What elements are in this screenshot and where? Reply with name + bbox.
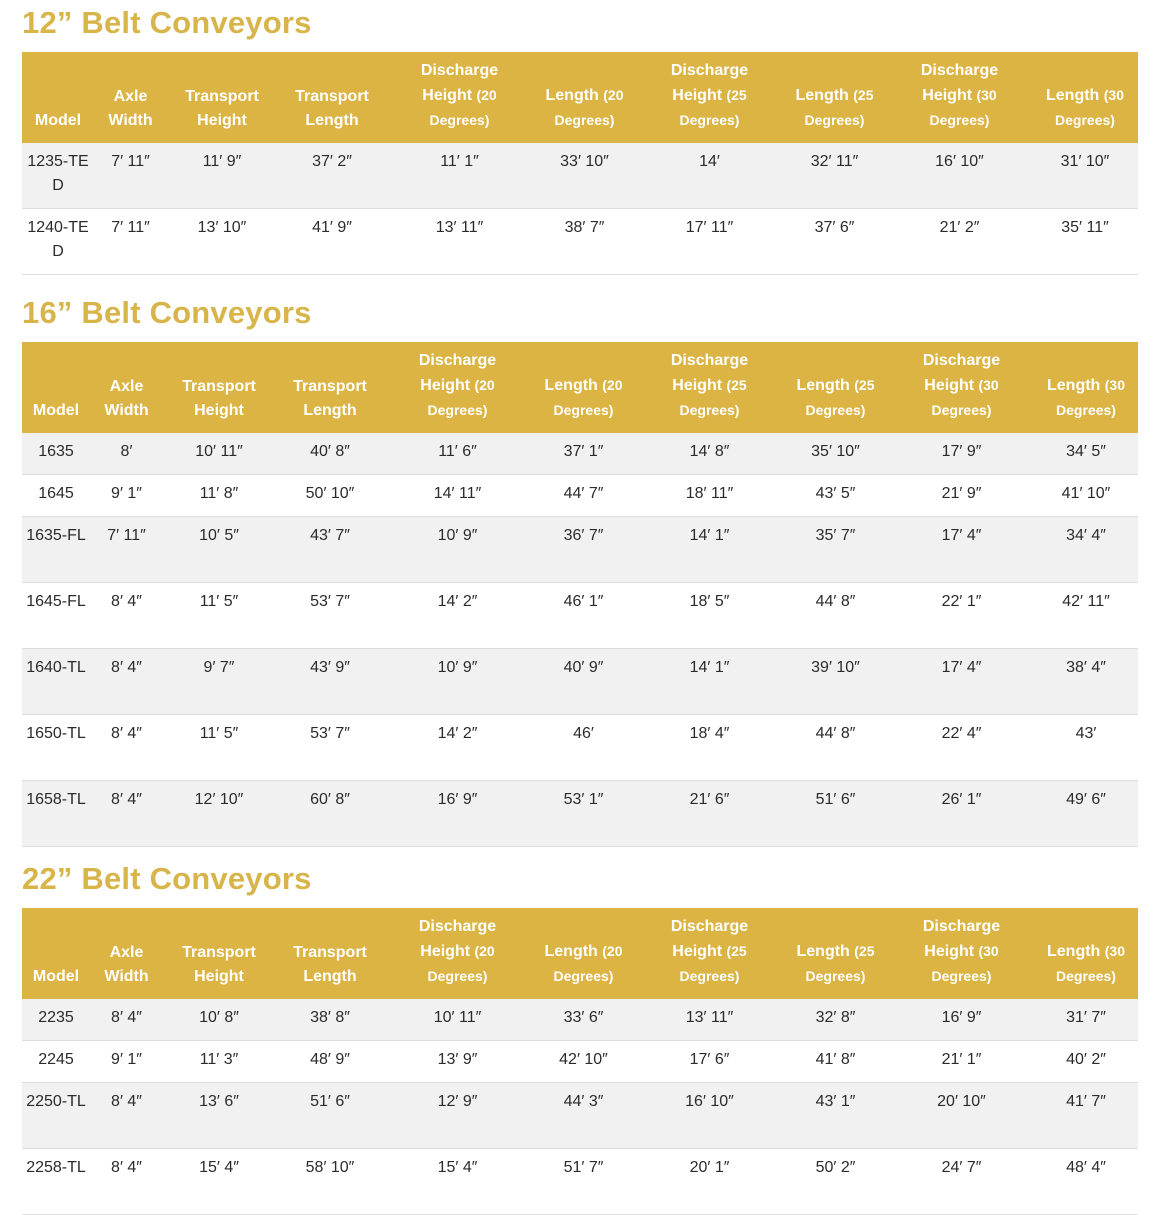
cell-discharge-height-30: 17′ 4″ <box>889 517 1034 583</box>
cell-model: 1645-FL <box>22 583 90 649</box>
section-title: 16” Belt Conveyors <box>22 295 312 330</box>
cell-transport-height: 11′ 5″ <box>163 715 275 781</box>
column-header-discharge-height-25 <box>637 342 782 433</box>
header-text: Transport <box>293 944 367 961</box>
header-text: Discharge <box>670 62 749 79</box>
conveyor-section <box>22 290 1138 847</box>
cell-discharge-height-20: 14′ 2″ <box>385 583 530 649</box>
cell-transport-length: 58′ 10″ <box>275 1149 385 1215</box>
cell-discharge-height-30: 26′ 1″ <box>889 781 1034 847</box>
cell-length-25: 32′ 8″ <box>782 999 889 1041</box>
cell-discharge-height-25: 14′ 8″ <box>637 433 782 475</box>
cell-length-30: 31′ 10″ <box>1032 143 1138 209</box>
header-text: Degrees) <box>805 968 866 984</box>
cell-discharge-height-20: 11′ 1″ <box>387 143 532 209</box>
cell-discharge-height-25: 17′ 11″ <box>637 209 782 275</box>
header-text: Discharge <box>420 62 499 79</box>
cell-axle-width: 8′ 4″ <box>90 583 163 649</box>
cell-transport-length: 37′ 2″ <box>277 143 387 209</box>
cell-discharge-height-20: 10′ 11″ <box>385 999 530 1041</box>
cell-transport-length: 40′ 8″ <box>275 433 385 475</box>
cell-discharge-height-25: 14′ <box>637 143 782 209</box>
cell-discharge-height-25: 17′ 6″ <box>637 1041 782 1083</box>
header-text: Degrees) <box>1055 112 1115 128</box>
column-header-length-25 <box>782 52 887 143</box>
cell-length-20: 53′ 1″ <box>530 781 637 847</box>
table-row <box>22 1041 1138 1083</box>
table-row <box>22 209 1138 275</box>
header-text: Degrees) <box>931 968 992 984</box>
header-text: Degrees) <box>804 112 865 128</box>
column-header-length-20 <box>532 52 637 143</box>
table-row <box>22 433 1138 475</box>
cell-transport-height: 12′ 10″ <box>163 781 275 847</box>
cell-transport-height: 11′ 5″ <box>163 583 275 649</box>
cell-discharge-height-20: 16′ 9″ <box>385 781 530 847</box>
header-text: Degrees) <box>554 112 615 128</box>
cell-transport-length: 53′ 7″ <box>275 715 385 781</box>
cell-length-20: 42′ 10″ <box>530 1041 637 1083</box>
table-row <box>22 649 1138 715</box>
header-text: Discharge <box>670 918 749 935</box>
cell-transport-height: 11′ 9″ <box>167 143 277 209</box>
cell-transport-height: 11′ 8″ <box>163 475 275 517</box>
header-text: (25 <box>726 87 747 103</box>
cell-length-25: 41′ 8″ <box>782 1041 889 1083</box>
header-text: (25 <box>853 87 874 103</box>
cell-length-25: 35′ 7″ <box>782 517 889 583</box>
cell-axle-width: 8′ 4″ <box>90 1149 163 1215</box>
cell-length-25: 32′ 11″ <box>782 143 887 209</box>
cell-axle-width: 7′ 11″ <box>94 143 167 209</box>
specs-table <box>22 52 1138 275</box>
cell-discharge-height-30: 20′ 10″ <box>889 1083 1034 1149</box>
cell-model: 1645 <box>22 475 90 517</box>
header-text: (30 <box>1103 87 1124 103</box>
cell-length-30: 41′ 7″ <box>1034 1083 1138 1149</box>
column-header-model <box>22 908 90 999</box>
column-header-transport-height <box>167 52 277 143</box>
column-header-length-30 <box>1032 52 1138 143</box>
cell-transport-height: 9′ 7″ <box>163 649 275 715</box>
header-text: (30 <box>1104 943 1125 959</box>
cell-discharge-height-25: 18′ 5″ <box>637 583 782 649</box>
header-text: Degrees) <box>679 112 740 128</box>
header-text: (25 <box>854 377 875 393</box>
cell-model: 1635-FL <box>22 517 90 583</box>
cell-length-20: 44′ 7″ <box>530 475 637 517</box>
table-row <box>22 475 1138 517</box>
cell-length-30: 34′ 5″ <box>1034 433 1138 475</box>
cell-transport-length: 48′ 9″ <box>275 1041 385 1083</box>
header-text: Degrees) <box>429 112 490 128</box>
cell-discharge-height-20: 10′ 9″ <box>385 649 530 715</box>
header-text: (20 <box>474 943 495 959</box>
column-header-axle-width <box>90 908 163 999</box>
header-text: Length <box>796 943 855 960</box>
table-row <box>22 715 1138 781</box>
table-header-row <box>22 908 1138 999</box>
cell-discharge-height-20: 12′ 9″ <box>385 1083 530 1149</box>
header-text: Degrees) <box>1056 968 1116 984</box>
cell-discharge-height-30: 17′ 4″ <box>889 649 1034 715</box>
cell-model: 1235-TED <box>22 143 94 209</box>
cell-discharge-height-30: 24′ 7″ <box>889 1149 1034 1215</box>
header-text: Height <box>672 377 727 394</box>
cell-length-25: 44′ 8″ <box>782 583 889 649</box>
cell-discharge-height-25: 20′ 1″ <box>637 1149 782 1215</box>
cell-axle-width: 9′ 1″ <box>90 1041 163 1083</box>
cell-length-30: 38′ 4″ <box>1034 649 1138 715</box>
column-header-axle-width <box>94 52 167 143</box>
cell-discharge-height-30: 21′ 9″ <box>889 475 1034 517</box>
cell-model: 2245 <box>22 1041 90 1083</box>
cell-length-20: 37′ 1″ <box>530 433 637 475</box>
header-text: Degrees) <box>805 402 866 418</box>
specs-table <box>22 342 1138 847</box>
cell-transport-length: 60′ 8″ <box>275 781 385 847</box>
header-text: Height <box>422 87 477 104</box>
header-text: Degrees) <box>427 968 488 984</box>
header-text: Degrees) <box>679 968 740 984</box>
column-header-length-30 <box>1034 908 1138 999</box>
cell-transport-length: 43′ 9″ <box>275 649 385 715</box>
header-text: Length <box>303 402 357 419</box>
header-text: Height <box>420 377 475 394</box>
header-text: Transport <box>293 378 367 395</box>
header-text: Width <box>108 112 153 129</box>
header-text: Axle <box>113 88 148 105</box>
header-text: Transport <box>185 88 259 105</box>
cell-length-20: 33′ 10″ <box>532 143 637 209</box>
header-text: Height <box>194 968 244 985</box>
cell-length-30: 49′ 6″ <box>1034 781 1138 847</box>
specs-table <box>22 908 1138 1215</box>
header-text: Length <box>796 377 855 394</box>
cell-transport-length: 38′ 8″ <box>275 999 385 1041</box>
column-header-discharge-height-20 <box>385 908 530 999</box>
cell-discharge-height-25: 21′ 6″ <box>637 781 782 847</box>
table-row <box>22 517 1138 583</box>
header-text: Height <box>672 87 727 104</box>
cell-length-30: 43′ <box>1034 715 1138 781</box>
cell-discharge-height-30: 22′ 4″ <box>889 715 1034 781</box>
header-text: Degrees) <box>929 112 990 128</box>
column-header-model <box>22 52 94 143</box>
conveyor-section <box>22 856 1138 1215</box>
header-text: (30 <box>1104 377 1125 393</box>
header-text: (30 <box>978 377 999 393</box>
table-row <box>22 143 1138 209</box>
header-text: Length <box>303 968 357 985</box>
cell-length-20: 51′ 7″ <box>530 1149 637 1215</box>
header-text: Length <box>545 87 604 104</box>
cell-transport-height: 10′ 8″ <box>163 999 275 1041</box>
header-text: (20 <box>476 87 497 103</box>
cell-length-25: 50′ 2″ <box>782 1149 889 1215</box>
header-text: Height <box>924 377 979 394</box>
header-text: Model <box>34 112 82 129</box>
cell-model: 1658-TL <box>22 781 90 847</box>
column-header-length-25 <box>782 908 889 999</box>
header-text: Height <box>420 943 475 960</box>
header-text: Degrees) <box>427 402 488 418</box>
column-header-model <box>22 342 90 433</box>
header-text: Discharge <box>922 352 1001 369</box>
header-text: Length <box>305 112 359 129</box>
table-row <box>22 583 1138 649</box>
column-header-length-20 <box>530 342 637 433</box>
header-text: Transport <box>182 378 256 395</box>
cell-discharge-height-25: 14′ 1″ <box>637 517 782 583</box>
header-text: Height <box>197 112 247 129</box>
header-text: Width <box>104 402 149 419</box>
header-text: (30 <box>978 943 999 959</box>
header-text: Length <box>1046 87 1104 104</box>
cell-length-20: 46′ 1″ <box>530 583 637 649</box>
column-header-transport-length <box>277 52 387 143</box>
header-text: (30 <box>976 87 997 103</box>
header-text: (20 <box>603 87 624 103</box>
column-header-transport-length <box>275 342 385 433</box>
header-text: Discharge <box>670 352 749 369</box>
table-header-row <box>22 342 1138 433</box>
cell-transport-length: 50′ 10″ <box>275 475 385 517</box>
column-header-discharge-height-30 <box>889 908 1034 999</box>
cell-discharge-height-30: 21′ 2″ <box>887 209 1032 275</box>
cell-axle-width: 7′ 11″ <box>90 517 163 583</box>
header-text: Degrees) <box>679 402 740 418</box>
cell-model: 1640-TL <box>22 649 90 715</box>
cell-discharge-height-25: 18′ 4″ <box>637 715 782 781</box>
cell-transport-height: 15′ 4″ <box>163 1149 275 1215</box>
column-header-discharge-height-30 <box>887 52 1032 143</box>
cell-transport-length: 43′ 7″ <box>275 517 385 583</box>
cell-discharge-height-20: 14′ 2″ <box>385 715 530 781</box>
cell-discharge-height-20: 14′ 11″ <box>385 475 530 517</box>
cell-axle-width: 7′ 11″ <box>94 209 167 275</box>
cell-transport-height: 11′ 3″ <box>163 1041 275 1083</box>
cell-axle-width: 8′ 4″ <box>90 999 163 1041</box>
cell-length-30: 35′ 11″ <box>1032 209 1138 275</box>
cell-length-30: 42′ 11″ <box>1034 583 1138 649</box>
cell-length-20: 46′ <box>530 715 637 781</box>
cell-length-25: 43′ 1″ <box>782 1083 889 1149</box>
cell-axle-width: 8′ 4″ <box>90 715 163 781</box>
cell-discharge-height-20: 11′ 6″ <box>385 433 530 475</box>
header-text: Model <box>32 968 80 985</box>
table-row <box>22 781 1138 847</box>
header-text: Height <box>922 87 977 104</box>
header-text: Length <box>795 87 854 104</box>
cell-transport-height: 10′ 11″ <box>163 433 275 475</box>
header-text: Height <box>194 402 244 419</box>
header-text: Discharge <box>920 62 999 79</box>
header-text: Axle <box>109 378 144 395</box>
cell-transport-length: 51′ 6″ <box>275 1083 385 1149</box>
column-header-discharge-height-30 <box>889 342 1034 433</box>
table-row <box>22 999 1138 1041</box>
cell-length-25: 37′ 6″ <box>782 209 887 275</box>
cell-length-20: 44′ 3″ <box>530 1083 637 1149</box>
cell-discharge-height-30: 22′ 1″ <box>889 583 1034 649</box>
cell-discharge-height-30: 17′ 9″ <box>889 433 1034 475</box>
column-header-discharge-height-20 <box>385 342 530 433</box>
section-title: 12” Belt Conveyors <box>22 5 312 40</box>
cell-axle-width: 8′ 4″ <box>90 649 163 715</box>
cell-length-30: 40′ 2″ <box>1034 1041 1138 1083</box>
header-text: Degrees) <box>553 968 614 984</box>
cell-length-20: 36′ 7″ <box>530 517 637 583</box>
cell-length-30: 34′ 4″ <box>1034 517 1138 583</box>
column-header-length-20 <box>530 908 637 999</box>
header-text: Discharge <box>418 918 497 935</box>
header-text: (20 <box>474 377 495 393</box>
header-text: Transport <box>182 944 256 961</box>
cell-model: 2250-TL <box>22 1083 90 1149</box>
table-row <box>22 1083 1138 1149</box>
header-text: Degrees) <box>931 402 992 418</box>
cell-axle-width: 8′ 4″ <box>90 1083 163 1149</box>
table-row <box>22 1149 1138 1215</box>
header-text: Transport <box>295 88 369 105</box>
cell-discharge-height-20: 10′ 9″ <box>385 517 530 583</box>
cell-axle-width: 8′ <box>90 433 163 475</box>
cell-length-20: 33′ 6″ <box>530 999 637 1041</box>
column-header-transport-length <box>275 908 385 999</box>
header-text: Discharge <box>922 918 1001 935</box>
cell-model: 1635 <box>22 433 90 475</box>
header-text: Axle <box>109 944 144 961</box>
table-header-row <box>22 52 1138 143</box>
cell-transport-height: 10′ 5″ <box>163 517 275 583</box>
header-text: Degrees) <box>553 402 614 418</box>
column-header-axle-width <box>90 342 163 433</box>
cell-model: 2258-TL <box>22 1149 90 1215</box>
header-text: Length <box>544 377 603 394</box>
cell-discharge-height-20: 13′ 11″ <box>387 209 532 275</box>
cell-discharge-height-25: 18′ 11″ <box>637 475 782 517</box>
header-text: Length <box>1047 377 1105 394</box>
column-header-discharge-height-20 <box>387 52 532 143</box>
cell-transport-height: 13′ 6″ <box>163 1083 275 1149</box>
cell-discharge-height-25: 16′ 10″ <box>637 1083 782 1149</box>
cell-transport-length: 41′ 9″ <box>277 209 387 275</box>
cell-discharge-height-20: 15′ 4″ <box>385 1149 530 1215</box>
cell-length-25: 51′ 6″ <box>782 781 889 847</box>
cell-model: 1240-TED <box>22 209 94 275</box>
conveyor-section <box>22 0 1138 275</box>
header-text: Height <box>924 943 979 960</box>
cell-model: 1650-TL <box>22 715 90 781</box>
header-text: (20 <box>602 377 623 393</box>
column-header-length-25 <box>782 342 889 433</box>
header-text: (20 <box>602 943 623 959</box>
cell-model: 2235 <box>22 999 90 1041</box>
column-header-transport-height <box>163 908 275 999</box>
cell-length-25: 39′ 10″ <box>782 649 889 715</box>
header-text: Length <box>544 943 603 960</box>
cell-discharge-height-25: 14′ 1″ <box>637 649 782 715</box>
cell-length-25: 44′ 8″ <box>782 715 889 781</box>
cell-length-30: 31′ 7″ <box>1034 999 1138 1041</box>
header-text: Discharge <box>418 352 497 369</box>
header-text: Model <box>32 402 80 419</box>
column-header-discharge-height-25 <box>637 52 782 143</box>
cell-length-20: 40′ 9″ <box>530 649 637 715</box>
cell-discharge-height-30: 21′ 1″ <box>889 1041 1034 1083</box>
cell-discharge-height-30: 16′ 9″ <box>889 999 1034 1041</box>
header-text: (25 <box>854 943 875 959</box>
cell-discharge-height-30: 16′ 10″ <box>887 143 1032 209</box>
cell-discharge-height-20: 13′ 9″ <box>385 1041 530 1083</box>
cell-length-20: 38′ 7″ <box>532 209 637 275</box>
cell-axle-width: 9′ 1″ <box>90 475 163 517</box>
header-text: Degrees) <box>1056 402 1116 418</box>
cell-length-30: 41′ 10″ <box>1034 475 1138 517</box>
cell-transport-length: 53′ 7″ <box>275 583 385 649</box>
cell-discharge-height-25: 13′ 11″ <box>637 999 782 1041</box>
cell-length-30: 48′ 4″ <box>1034 1149 1138 1215</box>
section-title: 22” Belt Conveyors <box>22 861 312 896</box>
header-text: (25 <box>726 377 747 393</box>
header-text: Width <box>104 968 149 985</box>
column-header-discharge-height-25 <box>637 908 782 999</box>
header-text: Length <box>1047 943 1105 960</box>
cell-length-25: 43′ 5″ <box>782 475 889 517</box>
column-header-transport-height <box>163 342 275 433</box>
cell-axle-width: 8′ 4″ <box>90 781 163 847</box>
header-text: (25 <box>726 943 747 959</box>
header-text: Height <box>672 943 727 960</box>
column-header-length-30 <box>1034 342 1138 433</box>
cell-length-25: 35′ 10″ <box>782 433 889 475</box>
cell-transport-height: 13′ 10″ <box>167 209 277 275</box>
